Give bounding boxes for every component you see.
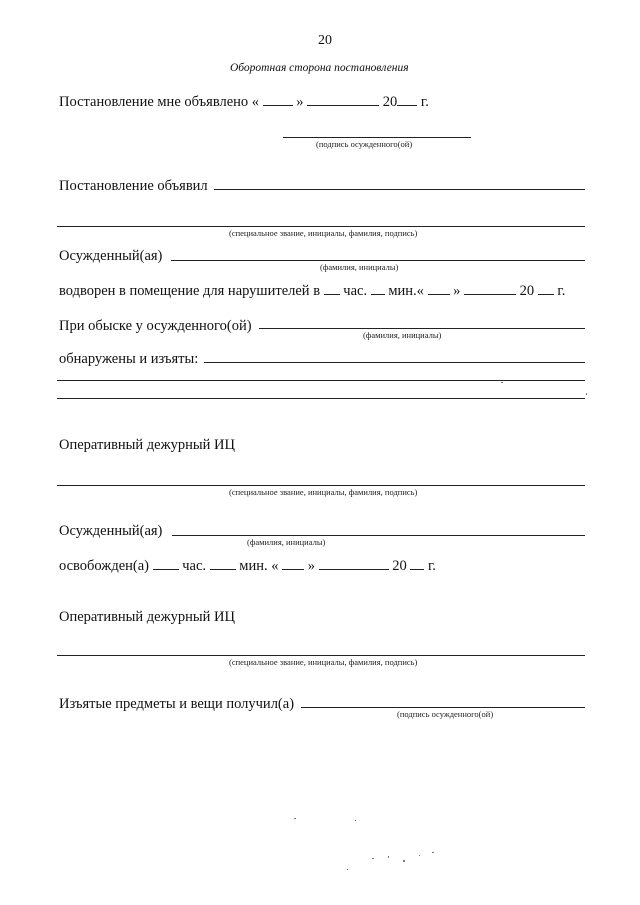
scan-speck [403,860,405,862]
search-name-line[interactable] [259,328,585,329]
placed-label: водворен в помещение для нарушителей в [59,283,321,299]
convict-name-caption: (фамилия, инициалы) [320,262,399,272]
announced-day-blank[interactable] [263,93,293,106]
page-number: 20 [318,33,332,48]
items-received-label: Изъятые предметы и вещи получил(а) [59,696,295,712]
released-minutes-label: мин. « [239,558,279,574]
convict-2-name-line[interactable] [172,535,585,536]
announced-month-blank[interactable] [307,93,379,106]
placed-month-blank[interactable] [464,282,516,295]
placed-hours-label: час. [343,283,368,299]
placed-minutes-blank[interactable] [371,282,385,295]
scan-speck [355,820,356,821]
scan-speck [419,855,420,856]
announcer-label: Постановление объявил [59,178,208,194]
duty-officer-1-line[interactable] [57,485,585,486]
duty-officer-2-label: Оперативный дежурный ИЦ [59,609,235,625]
seized-line-2[interactable] [57,380,585,381]
placed-minutes-label: мин.« [388,283,424,299]
announced-year-blank[interactable] [397,93,417,106]
items-received-caption: (подпись осужденного(ой) [397,709,494,719]
placed-year-prefix: 20 [519,283,535,299]
page-subtitle: Оборотная сторона постановления [230,62,409,74]
convict-signature-caption: (подпись осужденного(ой) [316,139,413,149]
placed-year-blank[interactable] [538,282,554,295]
announced-quote-close: » [296,94,304,110]
released-day-blank[interactable] [282,557,304,570]
duty-officer-2-caption: (специальное звание, инициалы, фамилия, подпись) [229,657,418,667]
announcer-rank-line[interactable] [57,226,585,227]
convict-2-label: Осужденный(ая) [59,523,163,539]
scan-speck [432,852,434,853]
duty-officer-1-caption: (специальное звание, инициалы, фамилия, подпись) [229,487,418,497]
released-quote-close: » [307,558,315,574]
convict-name-line[interactable] [171,260,585,261]
seized-label: обнаружены и изъяты: [59,351,199,367]
scan-speck [388,856,389,858]
seized-line-1[interactable] [204,362,585,363]
search-label: При обыске у осужденного(ой) [59,318,252,334]
convict-2-caption: (фамилия, инициалы) [247,537,326,547]
placed-row [59,282,565,299]
announced-row [59,93,429,110]
search-name-caption: (фамилия, инициалы) [363,330,442,340]
announced-label: Постановление мне объявлено « [59,94,260,110]
convict-signature-line[interactable] [283,137,471,138]
convict-label: Осужденный(ая) [59,248,163,264]
seized-line-3[interactable] [57,398,585,399]
released-hours-blank[interactable] [153,557,179,570]
scan-speck [501,382,503,383]
scan-speck [347,869,348,870]
released-year-suffix: г. [428,558,436,574]
placed-hours-blank[interactable] [324,282,340,295]
announced-year-prefix: 20 [382,94,398,110]
placed-day-blank[interactable] [428,282,450,295]
released-label: освобожден(а) [59,558,149,574]
released-row [59,557,436,574]
placed-year-suffix: г. [557,283,566,299]
duty-officer-2-line[interactable] [57,655,585,656]
scan-speck [372,858,374,859]
scan-speck [294,818,296,819]
duty-officer-1-label: Оперативный дежурный ИЦ [59,437,235,453]
placed-quote-close: » [453,283,461,299]
released-hours-label: час. [182,558,207,574]
released-minutes-blank[interactable] [210,557,236,570]
released-year-prefix: 20 [392,558,407,574]
items-received-signature-line[interactable] [301,707,585,708]
released-month-blank[interactable] [319,557,389,570]
scan-speck [586,393,587,395]
announced-year-suffix: г. [420,94,429,110]
announcer-name-line[interactable] [214,189,585,190]
announcer-rank-caption: (специальное звание, инициалы, фамилия, подпись) [229,228,418,238]
released-year-blank[interactable] [410,557,424,570]
